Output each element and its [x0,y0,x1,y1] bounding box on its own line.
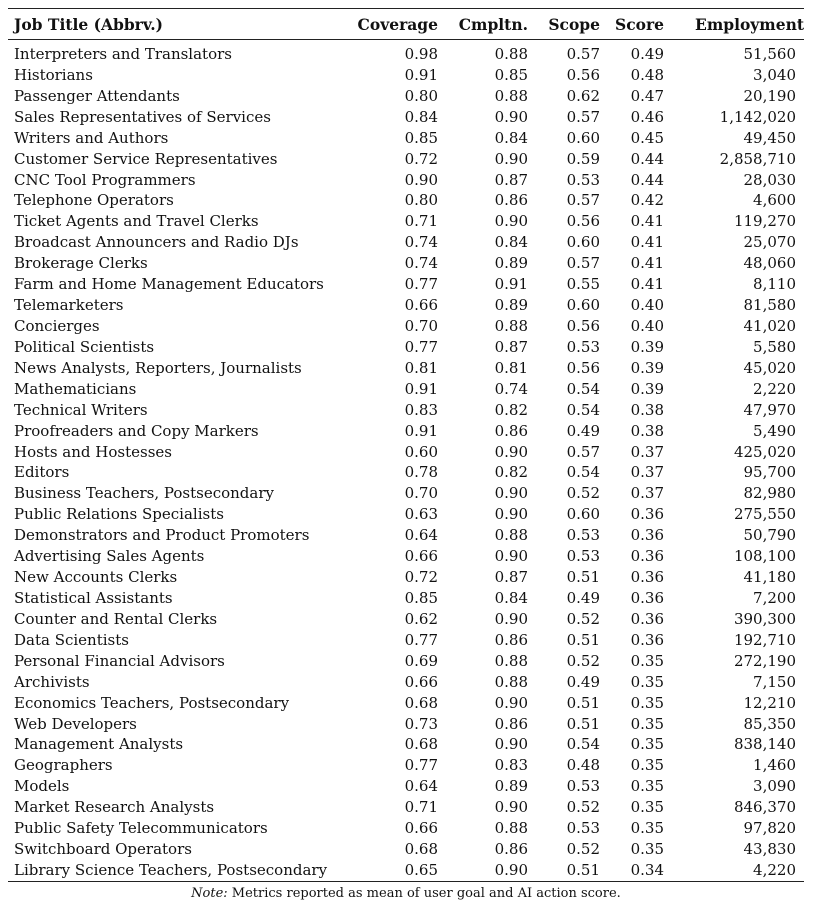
cell-completion: 0.90 [494,693,528,712]
cell-employment: 272,190 [733,651,796,670]
table-row [8,190,804,211]
cell-employment: 25,070 [743,233,796,252]
table-row [8,525,804,546]
cell-score: 0.35 [630,777,664,796]
cell-employment: 51,560 [743,45,796,63]
cell-scope: 0.51 [566,568,600,587]
cell-scope: 0.53 [566,819,600,838]
cell-coverage: 0.70 [404,316,438,335]
table-row [8,546,804,567]
cell-employment: 45,020 [743,358,796,377]
header-coverage: Coverage [357,14,438,34]
table-note [0,886,812,902]
cell-employment: 5,490 [753,421,796,440]
table [8,9,812,39]
cell-scope: 0.52 [566,609,600,628]
cell-completion: 0.74 [494,379,528,398]
cell-job-title: Writers and Authors [14,128,169,147]
cell-employment: 41,180 [743,568,796,587]
cell-scope: 0.57 [566,107,600,126]
cell-score: 0.36 [630,609,664,628]
cell-completion: 0.89 [494,777,528,796]
cell-scope: 0.60 [566,505,600,524]
cell-employment: 4,220 [753,860,796,879]
cell-coverage: 0.81 [404,358,438,377]
cell-employment: 28,030 [743,170,796,189]
table-row [8,253,804,274]
cell-scope: 0.60 [566,233,600,252]
cell-employment: 50,790 [743,526,796,545]
cell-coverage: 0.64 [404,526,438,545]
cell-employment: 48,060 [743,254,796,273]
cell-job-title: Data Scientists [14,630,129,649]
table-row [8,170,804,191]
cell-score: 0.36 [630,505,664,524]
cell-job-title: Counter and Rental Clerks [14,609,218,628]
cell-scope: 0.56 [566,65,600,84]
cell-coverage: 0.83 [404,400,438,419]
cell-completion: 0.88 [494,526,528,545]
cell-employment: 3,040 [753,65,796,84]
table-row [8,107,804,128]
table-bottom-rule [8,881,804,882]
cell-employment: 2,858,710 [719,149,796,168]
cell-employment: 8,110 [753,275,796,294]
cell-completion: 0.88 [494,819,528,838]
cell-completion: 0.82 [494,400,528,419]
cell-job-title: Statistical Assistants [14,588,173,607]
header-score: Score [615,14,664,34]
cell-employment: 3,090 [753,777,796,796]
cell-job-title: Political Scientists [14,337,155,356]
cell-job-title: Demonstrators and Product Promoters [14,526,310,545]
cell-coverage: 0.66 [404,296,438,315]
cell-completion: 0.90 [494,442,528,461]
cell-job-title: New Accounts Clerks [14,568,178,587]
cell-scope: 0.51 [566,860,600,879]
cell-employment: 7,150 [753,672,796,691]
table-row [8,755,804,776]
cell-employment: 95,700 [743,463,796,482]
cell-score: 0.38 [630,400,664,419]
cell-completion: 0.87 [494,170,528,189]
cell-job-title: Customer Service Representatives [14,149,278,168]
cell-scope: 0.53 [566,777,600,796]
cell-scope: 0.52 [566,651,600,670]
header-scope: Scope [548,14,600,34]
cell-employment: 81,580 [743,296,796,315]
table-row [8,421,804,442]
cell-employment: 1,142,020 [719,107,796,126]
cell-completion: 0.91 [494,275,528,294]
cell-completion: 0.89 [494,296,528,315]
cell-job-title: Management Analysts [14,735,184,754]
table-row [8,65,804,86]
cell-coverage: 0.72 [404,149,438,168]
cell-job-title: Switchboard Operators [14,840,192,859]
cell-job-title: Business Teachers, Postsecondary [14,484,274,503]
table-row [8,379,804,400]
cell-job-title: Technical Writers [14,400,148,419]
cell-coverage: 0.77 [404,275,438,294]
cell-completion: 0.84 [494,128,528,147]
cell-completion: 0.90 [494,860,528,879]
cell-completion: 0.90 [494,798,528,817]
cell-completion: 0.90 [494,149,528,168]
header-row [8,9,812,39]
cell-scope: 0.54 [566,735,600,754]
cell-score: 0.34 [630,860,664,879]
cell-employment: 5,580 [753,337,796,356]
cell-score: 0.37 [630,484,664,503]
cell-scope: 0.51 [566,630,600,649]
cell-coverage: 0.60 [404,442,438,461]
cell-completion: 0.88 [494,316,528,335]
cell-score: 0.36 [630,526,664,545]
cell-employment: 1,460 [753,756,796,775]
cell-score: 0.35 [630,735,664,754]
cell-completion: 0.86 [494,191,528,210]
cell-coverage: 0.63 [404,505,438,524]
cell-job-title: Telemarketers [14,296,124,315]
cell-job-title: Web Developers [14,714,137,733]
cell-score: 0.35 [630,714,664,733]
cell-scope: 0.51 [566,714,600,733]
cell-job-title: News Analysts, Reporters, Journalists [14,358,302,377]
cell-score: 0.40 [630,316,664,335]
cell-job-title: Economics Teachers, Postsecondary [14,693,290,712]
cell-job-title: Advertising Sales Agents [14,547,205,566]
cell-completion: 0.86 [494,840,528,859]
cell-scope: 0.48 [566,756,600,775]
cell-job-title: Public Safety Telecommunicators [14,819,268,838]
table-row [8,776,804,797]
header-job-title: Job Title (Abbrv.) [14,14,164,34]
table-row [8,128,804,149]
cell-employment: 4,600 [753,191,796,210]
cell-employment: 7,200 [753,588,796,607]
cell-scope: 0.54 [566,379,600,398]
cell-score: 0.44 [630,170,664,189]
cell-completion: 0.90 [494,107,528,126]
cell-score: 0.38 [630,421,664,440]
cell-completion: 0.85 [494,65,528,84]
table-row [8,149,804,170]
cell-employment: 82,980 [743,484,796,503]
cell-completion: 0.81 [494,358,528,377]
cell-completion: 0.86 [494,714,528,733]
cell-coverage: 0.91 [404,379,438,398]
cell-scope: 0.49 [566,588,600,607]
cell-job-title: Sales Representatives of Services [14,107,271,126]
table-row [8,609,804,630]
cell-employment: 192,710 [733,630,796,649]
cell-employment: 838,140 [733,735,796,754]
table-row [8,337,804,358]
cell-employment: 390,300 [733,609,796,628]
cell-completion: 0.84 [494,588,528,607]
cell-coverage: 0.64 [404,777,438,796]
cell-completion: 0.83 [494,756,528,775]
table-row [8,672,804,693]
cell-completion: 0.82 [494,463,528,482]
cell-coverage: 0.91 [404,65,438,84]
cell-completion: 0.86 [494,630,528,649]
cell-completion: 0.90 [494,547,528,566]
cell-scope: 0.57 [566,254,600,273]
cell-score: 0.39 [630,337,664,356]
cell-score: 0.44 [630,149,664,168]
cell-score: 0.42 [630,191,664,210]
cell-coverage: 0.78 [404,463,438,482]
cell-coverage: 0.72 [404,568,438,587]
cell-job-title: Farm and Home Management Educators [14,275,324,294]
table-row [8,232,804,253]
note-text: Metrics reported as mean of user goal and AI action score. [227,886,621,901]
cell-score: 0.48 [630,65,664,84]
table-row [8,295,804,316]
cell-job-title: CNC Tool Programmers [14,170,196,189]
cell-coverage: 0.71 [404,798,438,817]
cell-job-title: Concierges [14,316,100,335]
cell-completion: 0.90 [494,505,528,524]
cell-job-title: Geographers [14,756,113,775]
cell-completion: 0.87 [494,337,528,356]
cell-score: 0.35 [630,693,664,712]
cell-score: 0.40 [630,296,664,315]
table-row [8,483,804,504]
table-row [8,86,804,107]
cell-job-title: Editors [14,463,70,482]
cell-employment: 85,350 [743,714,796,733]
table-row [8,797,804,818]
cell-job-title: Archivists [14,672,90,691]
cell-score: 0.36 [630,568,664,587]
cell-score: 0.45 [630,128,664,147]
cell-job-title: Proofreaders and Copy Markers [14,421,259,440]
cell-completion: 0.90 [494,609,528,628]
table-row [8,630,804,651]
cell-employment: 47,970 [743,400,796,419]
cell-employment: 108,100 [733,547,796,566]
cell-coverage: 0.65 [404,860,438,879]
table-row [8,358,804,379]
table-row [8,860,804,881]
cell-coverage: 0.77 [404,630,438,649]
cell-score: 0.47 [630,86,664,105]
cell-employment: 12,210 [743,693,796,712]
cell-coverage: 0.73 [404,714,438,733]
cell-score: 0.41 [630,254,664,273]
cell-score: 0.41 [630,275,664,294]
cell-job-title: Passenger Attendants [14,86,180,105]
cell-score: 0.36 [630,588,664,607]
cell-scope: 0.56 [566,316,600,335]
table-row [8,567,804,588]
cell-coverage: 0.66 [404,547,438,566]
note-label: Note: [191,886,228,901]
cell-completion: 0.84 [494,233,528,252]
cell-employment: 2,220 [753,379,796,398]
cell-employment: 41,020 [743,316,796,335]
cell-job-title: Models [14,777,70,796]
cell-coverage: 0.77 [404,756,438,775]
cell-scope: 0.52 [566,840,600,859]
cell-coverage: 0.66 [404,819,438,838]
cell-job-title: Ticket Agents and Travel Clerks [14,212,259,231]
table-row [8,211,804,232]
cell-scope: 0.57 [566,45,600,63]
cell-job-title: Historians [14,65,93,84]
cell-score: 0.35 [630,651,664,670]
table-row [8,442,804,463]
cell-score: 0.39 [630,358,664,377]
cell-coverage: 0.70 [404,484,438,503]
cell-scope: 0.56 [566,358,600,377]
cell-score: 0.35 [630,798,664,817]
table-row [8,44,804,65]
cell-completion: 0.90 [494,484,528,503]
cell-score: 0.37 [630,442,664,461]
cell-job-title: Library Science Teachers, Postsecondary [14,860,328,879]
cell-employment: 425,020 [733,442,796,461]
cell-coverage: 0.80 [404,191,438,210]
cell-job-title: Personal Financial Advisors [14,651,225,670]
cell-scope: 0.57 [566,442,600,461]
cell-coverage: 0.85 [404,128,438,147]
table-row [8,734,804,755]
cell-scope: 0.60 [566,128,600,147]
cell-scope: 0.62 [566,86,600,105]
cell-completion: 0.90 [494,735,528,754]
cell-coverage: 0.68 [404,840,438,859]
cell-employment: 97,820 [743,819,796,838]
table-body-wrap [8,40,804,881]
cell-coverage: 0.80 [404,86,438,105]
cell-job-title: Brokerage Clerks [14,254,148,273]
cell-scope: 0.54 [566,400,600,419]
cell-completion: 0.86 [494,421,528,440]
cell-job-title: Interpreters and Translators [14,45,232,63]
cell-coverage: 0.84 [404,107,438,126]
cell-scope: 0.52 [566,798,600,817]
cell-scope: 0.49 [566,421,600,440]
cell-scope: 0.54 [566,463,600,482]
cell-scope: 0.60 [566,296,600,315]
cell-coverage: 0.74 [404,233,438,252]
occupation-table [8,8,804,882]
cell-coverage: 0.68 [404,735,438,754]
cell-score: 0.35 [630,756,664,775]
table-row [8,400,804,421]
cell-score: 0.49 [630,45,664,63]
cell-job-title: Broadcast Announcers and Radio DJs [14,233,299,252]
cell-coverage: 0.91 [404,421,438,440]
cell-completion: 0.88 [494,672,528,691]
cell-score: 0.36 [630,547,664,566]
cell-completion: 0.87 [494,568,528,587]
cell-coverage: 0.77 [404,337,438,356]
table-row [8,714,804,735]
cell-employment: 119,270 [733,212,796,231]
cell-coverage: 0.74 [404,254,438,273]
cell-scope: 0.55 [566,275,600,294]
cell-scope: 0.53 [566,547,600,566]
cell-coverage: 0.68 [404,693,438,712]
table-header [8,9,812,39]
cell-job-title: Telephone Operators [14,191,174,210]
cell-completion: 0.90 [494,212,528,231]
cell-scope: 0.56 [566,212,600,231]
header-completion: Cmpltn. [458,14,528,34]
cell-completion: 0.88 [494,86,528,105]
table-row [8,839,804,860]
cell-scope: 0.53 [566,526,600,545]
cell-score: 0.37 [630,463,664,482]
cell-job-title: Hosts and Hostesses [14,442,172,461]
table-row [8,693,804,714]
table-row [8,651,804,672]
cell-employment: 846,370 [733,798,796,817]
cell-completion: 0.89 [494,254,528,273]
cell-completion: 0.88 [494,651,528,670]
cell-scope: 0.53 [566,337,600,356]
table-row [8,316,804,337]
cell-coverage: 0.62 [404,609,438,628]
table-row [8,504,804,525]
header-employment: Employment [695,14,804,34]
cell-coverage: 0.66 [404,672,438,691]
cell-job-title: Mathematicians [14,379,137,398]
table-row [8,818,804,839]
cell-coverage: 0.71 [404,212,438,231]
cell-scope: 0.57 [566,191,600,210]
cell-job-title: Public Relations Specialists [14,505,224,524]
cell-score: 0.46 [630,107,664,126]
cell-score: 0.36 [630,630,664,649]
cell-coverage: 0.85 [404,588,438,607]
cell-scope: 0.49 [566,672,600,691]
cell-coverage: 0.98 [404,45,438,63]
cell-scope: 0.51 [566,693,600,712]
cell-score: 0.35 [630,819,664,838]
table-body [8,40,804,881]
cell-score: 0.39 [630,379,664,398]
cell-completion: 0.88 [494,45,528,63]
cell-scope: 0.53 [566,170,600,189]
cell-scope: 0.59 [566,149,600,168]
cell-score: 0.35 [630,672,664,691]
cell-job-title: Market Research Analysts [14,798,215,817]
cell-employment: 275,550 [733,505,796,524]
cell-coverage: 0.69 [404,651,438,670]
cell-score: 0.35 [630,840,664,859]
cell-employment: 20,190 [743,86,796,105]
cell-score: 0.41 [630,233,664,252]
table-row [8,588,804,609]
cell-employment: 49,450 [743,128,796,147]
table-row [8,274,804,295]
cell-employment: 43,830 [743,840,796,859]
cell-coverage: 0.90 [404,170,438,189]
cell-scope: 0.52 [566,484,600,503]
table-row [8,462,804,483]
cell-score: 0.41 [630,212,664,231]
